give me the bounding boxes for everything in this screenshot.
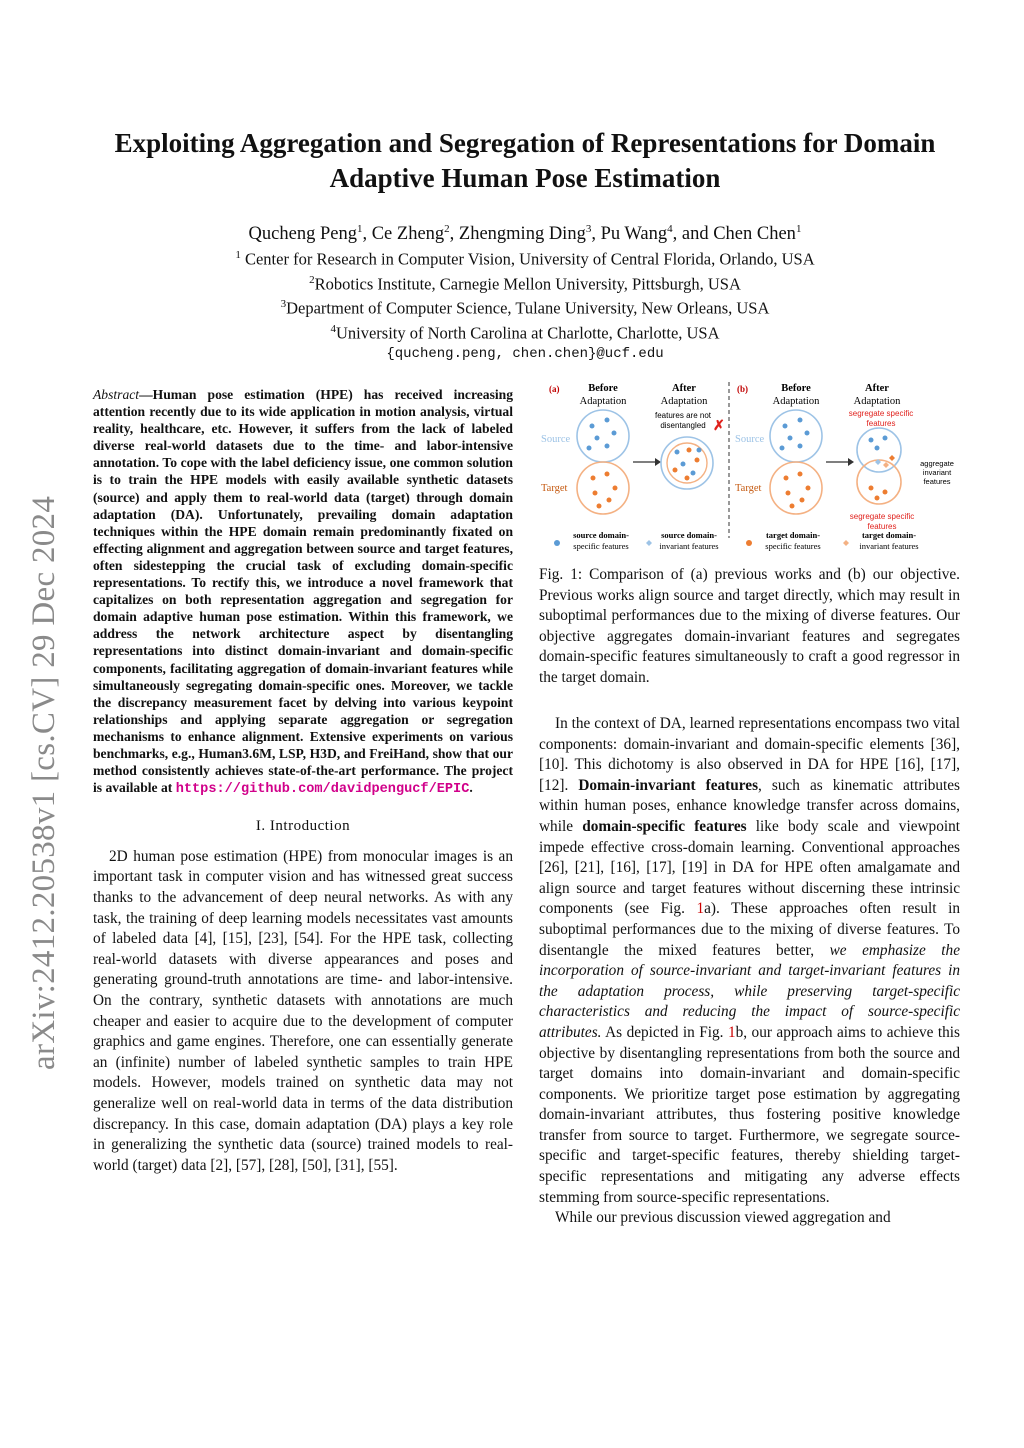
after-label-b-2: Adaptation (853, 396, 901, 407)
aggregate-label-3: features (923, 477, 951, 486)
author-sup: 1 (356, 223, 363, 235)
author-name: Ce Zheng (371, 224, 445, 245)
source-point (798, 418, 803, 423)
after-label: After (672, 383, 696, 394)
author-name: Zhengming Ding (458, 224, 586, 245)
affiliation (90, 245, 960, 270)
legend-source-specific: source domain- (573, 530, 629, 540)
bold-term: Domain-invariant features (578, 776, 759, 794)
text-run: like body scale and viewpoint impede effective cross-domain learning. Conventional approaches [26], [21], [16], [17], [19] in DA for HPE often amalgamate and align source and target features without discerning these intrinsic components (see Fig. (539, 817, 960, 918)
after-point-invariant (883, 462, 889, 468)
source-point (612, 431, 617, 436)
author-sep: , (362, 224, 372, 245)
text-run: b, our approach aims to achieve this objective by disentangling representations from both the source and target domains into domain-invariant and domain-specific components. We prioritize target pose estimation by aggregating domain-invariant attributes, thus fostering positive knowledge transfer from source to target. Furthermore, we segregate source-specific and target-specific features, thereby shielding target-specific representations and mitigating any adverse effects stemming from source-specific representations. (539, 1023, 960, 1206)
legend-target-specific: target domain- (765, 530, 821, 540)
affiliation-text: Center for Research in Computer Vision, University of Central Florida, Orlando, USA (240, 249, 815, 269)
affiliation (90, 294, 960, 319)
after-label-2: Adaptation (660, 396, 708, 407)
abstract-dash: — (139, 387, 153, 402)
legend-target-specific-2: specific features (765, 541, 821, 551)
source-point (788, 436, 793, 441)
source-label-b: Source (735, 434, 765, 445)
adaptation-arrow-head-b (848, 458, 854, 466)
after-point-source (883, 436, 888, 441)
author-list (90, 218, 960, 245)
before-label-b-2: Adaptation (772, 396, 820, 407)
legend-source-invariant-2: invariant features (659, 541, 719, 551)
merged-point-source (691, 471, 696, 476)
merged-points (673, 448, 702, 481)
target-point (593, 491, 598, 496)
merged-point-target (687, 448, 692, 453)
panel-b-label: (b) (737, 384, 748, 394)
intro-paragraph-3: While our previous discussion viewed aggregation and (555, 1209, 891, 1227)
source-point (805, 431, 810, 436)
after-point-target (875, 496, 880, 501)
author-name: Pu Wang (600, 224, 668, 245)
legend-marker-target-invariant (843, 540, 849, 546)
target-point (613, 486, 618, 491)
abstract-lead: Abstract (93, 387, 140, 402)
source-circle-b (770, 410, 822, 462)
after-point-target (869, 486, 874, 491)
before-label-2: Adaptation (579, 396, 627, 407)
source-point (595, 436, 600, 441)
source-label: Source (541, 434, 571, 445)
left-column (93, 386, 513, 1176)
legend-source-specific-2: specific features (573, 541, 629, 551)
author-name: Chen Chen (713, 224, 796, 245)
not-disentangled-note-2: disentangled (660, 421, 706, 430)
author-sep: , (672, 224, 682, 245)
author-sup: 4 (667, 223, 673, 235)
target-circle-b (770, 462, 822, 514)
target-point (607, 498, 612, 503)
affiliation-text: Robotics Institute, Carnegie Mellon University, Pittsburgh, USA (314, 274, 741, 294)
after-point-source (869, 438, 874, 443)
legend-marker-target-specific (746, 540, 752, 546)
after-point-source (875, 446, 880, 451)
aggregate-label-2: invariant (922, 468, 952, 477)
target-point (800, 498, 805, 503)
figure-ref-link[interactable]: 1 (727, 1023, 736, 1041)
target-point (784, 476, 789, 481)
author-sup: 2 (444, 223, 450, 235)
author-sep: , (591, 224, 601, 245)
affiliation-text: Department of Computer Science, Tulane University, New Orleans, USA (286, 298, 770, 318)
segregate-label-bottom-2: features (867, 522, 897, 531)
text-run: In the context of DA, learned representations encompass two vital components: domain-invariant and domain-specific elements [36], [10]. This dichotomy is also observed in DA for HPE [16], [17], [12]. (539, 715, 960, 794)
source-point (780, 446, 785, 451)
after-point-target (883, 490, 888, 495)
figure-ref-link[interactable]: 1 (696, 900, 705, 918)
target-point (790, 504, 795, 509)
panel-a-label: (a) (549, 384, 560, 394)
project-link[interactable]: https://github.com/davidpengucf/EPIC (175, 782, 470, 798)
author-sup: 1 (795, 223, 802, 235)
merged-circle-outer (661, 437, 713, 489)
author-name: Qucheng Peng (248, 224, 357, 245)
source-point (590, 424, 595, 429)
abstract-end: . (469, 780, 473, 796)
source-point (605, 444, 610, 449)
figure-caption: Fig. 1: Comparison of (a) previous works and (b) our objective. Previous works align source and target directly, which may result in suboptimal performances due to the mixing of diverse features. Our objective aggregates domain-invariant features and segregates domain-specific features simultaneously to craft a good regressor in the target domain. (539, 566, 960, 686)
affiliation (90, 319, 960, 344)
target-point (597, 504, 602, 509)
legend-target-invariant: target domain- (861, 530, 917, 540)
abstract (93, 386, 513, 798)
author-block (90, 218, 960, 365)
merged-point-target (673, 468, 678, 473)
bold-term: domain-specific features (582, 817, 747, 835)
affiliation-text: University of North Carolina at Charlotte, Charlotte, USA (335, 323, 720, 343)
segregate-label-bottom: segregate specific (849, 512, 915, 521)
legend-source-invariant: source domain- (661, 530, 717, 540)
paper-title: Exploiting Aggregation and Segregation of Representations for Domain Adaptive Human Pose Estimation (114, 128, 936, 193)
source-point (587, 446, 592, 451)
arxiv-stamp: arXiv:2412.20538v1 [cs.CV] 29 Dec 2024 (26, 495, 62, 1070)
merged-point-target (685, 476, 690, 481)
abstract-body: Human pose estimation (HPE) has received increasing attention recently due to its wide application in motion analysis, virtual reality, healthcare, etc. However, it suffers from the lack of labeled diverse real-world datasets due to the time- and labor-intensive annotation. To cope with the label deficiency issue, one common solution is to train the HPE models with easily available synthetic datasets (source) and apply them to real-world data (target) through domain adaptation (DA). Unfortunately, prevailing domain adaptation techniques within the HPE domain remain predominantly fixated on effecting alignment and aggregation between source and target features, often sidestepping the crucial task of excluding domain-specific representations. To rectify this, we introduce a novel framework that capitalizes on both representation aggregation and segregation for domain adaptive human pose estimation. Within this framework, we address the network architecture aspect by disentangling representations into distinct domain-invariant and domain-specific components, facilitating aggregation of domain-invariant features while simultaneously segregating domain-specific ones. Moreover, we tackle the discrepancy measurement facet by delving into various keypoint relationships and applying separate aggregation or segregation mechanisms to enhance alignment. Extensive experiments on various benchmarks, e.g., Human3.6M, LSP, H3D, and FreiHand, show that our method consistently achieves state-of-the-art performance. The project is available at (93, 387, 513, 796)
target-points-b (784, 472, 811, 509)
legend-marker-source-invariant (646, 540, 652, 546)
target-point (786, 491, 791, 496)
adaptation-arrow-head (655, 458, 661, 466)
target-point (806, 486, 811, 491)
segregate-label-top-2: features (866, 419, 896, 428)
legend-marker-source-specific (554, 540, 560, 546)
intro-paragraph: 2D human pose estimation (HPE) from monocular images is an important task in computer vision and has witnessed great success thanks to the advancement of deep neural networks. As with any task, the training of deep learning models necessitates vast amounts of labeled data [4], [15], [23], [54]. For the HPE task, collecting real-world datasets with diverse appearances and poses and generating ground-truth annotations are time- and labor-intensive. On the contrary, synthetic datasets with annotations are much cheaper and easier to acquire due to the development of computer graphics and game engines. Therefore, one can essentially generate an (infinite) number of labeled synthetic samples to train HPE models. However, models trained on synthetic data may not generalize well on real-world data in terms of the data distribution discrepancy. In this case, domain adaptation (DA) plays a key role in generalizing the synthetic data (source) trained models to real-world (target) data [2], [57], [28], [50], [31], [55]. (93, 847, 513, 1174)
affiliation-sup: 2 (309, 273, 315, 286)
source-point (783, 424, 788, 429)
target-label: Target (541, 483, 568, 494)
source-point (798, 444, 803, 449)
target-points (591, 472, 618, 509)
not-disentangled-note: features are not (654, 411, 712, 420)
affiliation-sup: 3 (280, 298, 287, 311)
author-sup: 3 (585, 223, 592, 235)
text-run: , such as kinematic attributes within human poses, enhance knowledge transfer across domains, while (539, 776, 960, 835)
intro-paragraph-2 (539, 714, 960, 1208)
affiliation-sup: 1 (235, 249, 241, 262)
after-point-invariant (889, 455, 895, 461)
before-label: Before (588, 383, 618, 394)
after-label-b: After (865, 383, 889, 394)
merged-point-source (697, 448, 702, 453)
target-point (605, 472, 610, 477)
before-label-b: Before (781, 383, 811, 394)
text-run: a). These approaches often result in suboptimal performances due to the mixing of diverse features. To disentangle the mixed features better, (539, 900, 960, 959)
section-heading: I. Introduction (255, 818, 351, 835)
affiliation (90, 270, 960, 295)
merged-point-source (681, 462, 686, 467)
segregate-label-top: segregate specific (848, 409, 914, 418)
merged-point-source (675, 450, 680, 455)
author-sep: , (449, 224, 459, 245)
target-point (798, 472, 803, 477)
source-points-b (780, 418, 810, 451)
cross-icon: ✗ (713, 417, 725, 433)
target-point (591, 476, 596, 481)
aggregate-label: aggregate (920, 459, 954, 468)
merged-point-target (695, 458, 700, 463)
target-circle (577, 462, 629, 514)
right-column (539, 714, 960, 1229)
figure-1 (537, 378, 962, 558)
author-and: and (681, 224, 714, 245)
source-point (605, 418, 610, 423)
source-circle (577, 410, 629, 462)
target-label-b: Target (735, 483, 762, 494)
emphasis-text: we emphasize the incorporation of source-invariant and target-invariant features in the adaptation process, while preserving target-specific characteristics and reducing the impact of source-specific attributes. (539, 941, 961, 1041)
affiliation-sup: 4 (330, 322, 336, 335)
email[interactable]: {qucheng.peng, chen.chen}@ucf.edu (386, 346, 664, 363)
legend-target-invariant-2: invariant features (859, 541, 919, 551)
text-run: As depicted in Fig. (601, 1023, 728, 1041)
source-points (587, 418, 617, 451)
